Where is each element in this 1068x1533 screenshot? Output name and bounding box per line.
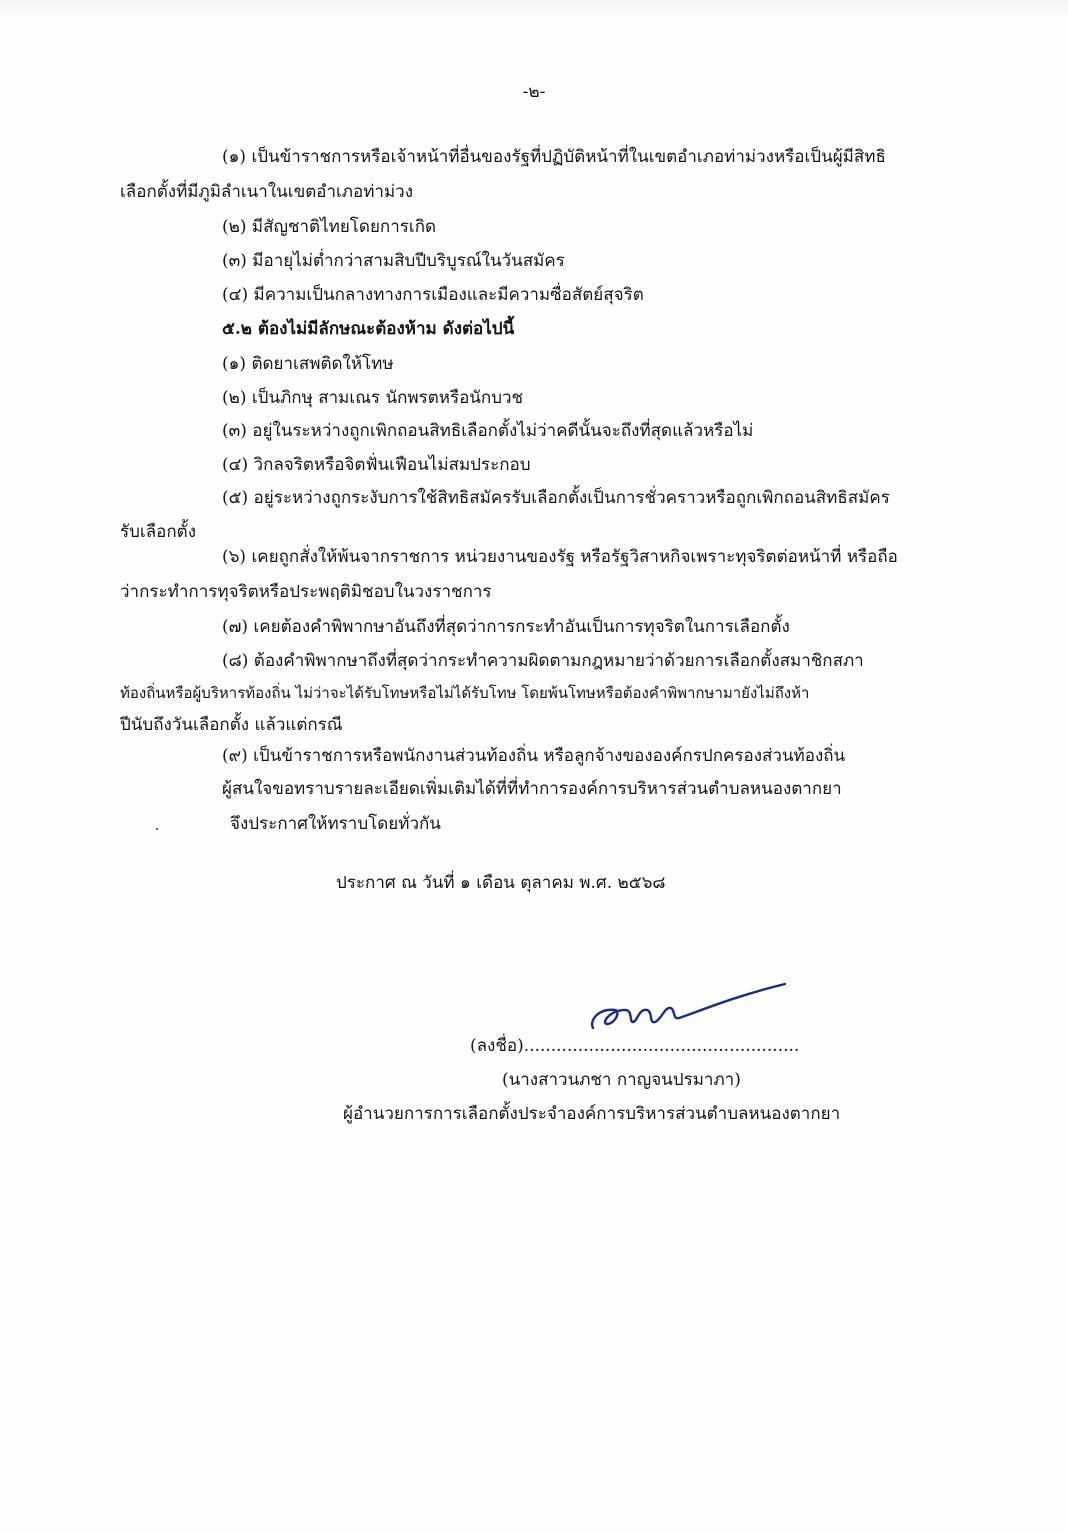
qualification-1-line-2: เลือกตั้งที่มีภูมิลำเนาในเขตอำเภอท่าม่วง (120, 182, 414, 202)
prohibition-7: (๗) เคยต้องคำพิพากษาอันถึงที่สุดว่าการกระทำอันเป็นการทุจริตในการเลือกตั้ง (222, 617, 790, 637)
prohibition-8-line-1: (๘) ต้องคำพิพากษาถึงที่สุดว่ากระทำความผิดตามกฎหมายว่าด้วยการเลือกตั้งสมาชิกสภา (222, 651, 864, 671)
prohibition-2: (๒) เป็นภิกษุ สามเณร นักพรตหรือนักบวช (222, 388, 524, 408)
page-number: -๒- (522, 82, 546, 102)
prohibition-1: (๑) ติดยาเสพติดให้โทษ (222, 354, 394, 374)
announcement-date: ประกาศ ณ วันที่ ๑ เดือน ตุลาคม พ.ศ. ๒๕๖๘ (336, 873, 666, 893)
prohibition-9: (๙) เป็นข้าราชการหรือพนักงานส่วนท้องถิ่น หรือลูกจ้างขององค์กรปกครองส่วนท้องถิ่น (222, 746, 846, 766)
sign-line: (ลงชื่อ)................................................... (470, 1036, 800, 1056)
prohibition-5-line-2: รับเลือกตั้ง (120, 522, 196, 542)
prohibition-6-line-1: (๖) เคยถูกสั่งให้พ้นจากราชการ หน่วยงานของรัฐ หรือรัฐวิสาหกิจเพราะทุจริตต่อหน้าที่ หรือถือ (222, 547, 898, 567)
prohibition-6-line-2: ว่ากระทำการทุจริตหรือประพฤติมิชอบในวงราชการ (120, 582, 492, 602)
prohibition-8-line-2: ท้องถิ่นหรือผู้บริหารท้องถิ่น ไม่ว่าจะได้รับโทษหรือไม่ได้รับโทษ โดยพ้นโทษหรือต้องคำพิพากษามายังไม่ถึงห้า (120, 684, 810, 702)
qualification-3: (๓) มีอายุไม่ต่ำกว่าสามสิบปีบริบูรณ์ในวันสมัคร (222, 251, 565, 271)
prohibition-5-line-1: (๕) อยู่ระหว่างถูกระงับการใช้สิทธิสมัครรับเลือกตั้งเป็นการชั่วคราวหรือถูกเพิกถอนสิทธิสมัคร (222, 488, 890, 508)
signer-name: (นางสาวนภชา กาญจนปรมาภา) (502, 1070, 741, 1090)
section-5-2-heading: ๕.๒ ต้องไม่มีลักษณะต้องห้าม ดังต่อไปนี้ (222, 319, 515, 339)
qualification-2: (๒) มีสัญชาติไทยโดยการเกิด (222, 217, 437, 237)
prohibition-8-line-3: ปีนับถึงวันเลือกตั้ง แล้วแต่กรณี (120, 715, 343, 735)
prohibition-4: (๔) วิกลจริตหรือจิตฟั่นเฟือนไม่สมประกอบ (222, 455, 531, 475)
scan-speck (156, 828, 158, 830)
signer-position: ผู้อำนวยการการเลือกตั้งประจำองค์การบริหารส่วนตำบลหนองตากยา (343, 1104, 841, 1124)
contact-info: ผู้สนใจขอทราบรายละเอียดเพิ่มเติมได้ที่ที่ทำการองค์การบริหารส่วนตำบลหนองตากยา (222, 779, 842, 799)
qualification-1-line-1: (๑) เป็นข้าราชการหรือเจ้าหน้าที่อื่นของรัฐที่ปฏิบัติหน้าที่ในเขตอำเภอท่าม่วงหรือเป็นผู้มีสิทธิ (222, 147, 886, 167)
handwritten-signature-icon (585, 980, 795, 1040)
prohibition-3: (๓) อยู่ในระหว่างถูกเพิกถอนสิทธิเลือกตั้งไม่ว่าคดีนั้นจะถึงที่สุดแล้วหรือไม่ (222, 421, 754, 441)
scan-edge-shade (0, 0, 1068, 18)
closing-statement: จึงประกาศให้ทราบโดยทั่วกัน (230, 814, 441, 834)
qualification-4: (๔) มีความเป็นกลางทางการเมืองและมีความซื่อสัตย์สุจริต (222, 285, 644, 305)
